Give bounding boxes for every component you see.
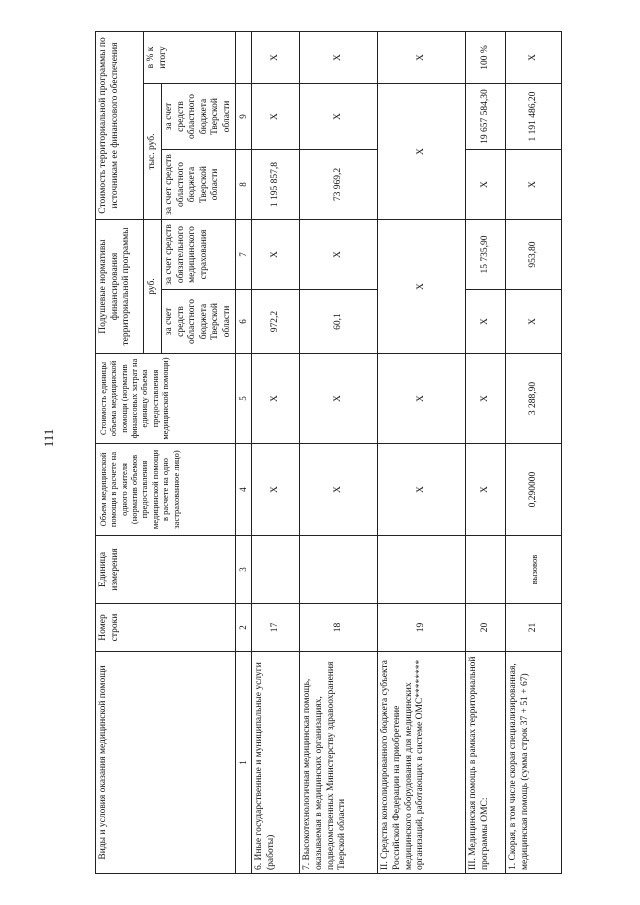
column-number: 5 <box>236 354 252 444</box>
row-label: 1. Скорая, в том числе скорая специализированная, медицинская помощь (сумма строк 37 + 51 + 67) <box>506 652 562 874</box>
row-label: II. Средства консолидированного бюджета субъекта Российской Федерации на приобретение медицинского оборудования для медицинских организаций, работающих в системе ОМС******** <box>378 652 466 874</box>
row-number: 20 <box>466 604 506 652</box>
row-volume: X <box>300 444 378 536</box>
table-container <box>95 32 561 874</box>
row-cost-budget: 73 969,2 <box>300 150 378 220</box>
row-number: 17 <box>252 604 300 652</box>
row-percent: X <box>506 32 562 84</box>
header-row-number: Номер строки <box>96 604 236 652</box>
row-cost-oms: X <box>252 84 300 150</box>
row-cost-budget: 1 195 857,8 <box>252 150 300 220</box>
row-unit-cost: X <box>252 354 300 444</box>
header-unit-cost: Стоимость единицы объема медицинской помощи (норматив финансовых затрат на единицу объема предоставления медицинской помощи) <box>96 354 236 444</box>
header-per-cap-oms: за счет средств обязательного медицинского страхования <box>162 220 236 290</box>
row-volume: X <box>252 444 300 536</box>
header-cost-budget: за счет средств областного бюджета Тверской области <box>162 150 236 220</box>
header-volume: Объем медицинской помощи в расчете на одного жителя (норматив объемов предоставления медицинской помощи в расчете на одно застрахованное лицо) <box>96 444 236 536</box>
table-row <box>506 32 562 874</box>
row-unit-cost: X <box>378 354 466 444</box>
column-number: 8 <box>236 150 252 220</box>
row-label: 7. Высокотехнологичная медицинская помощь, оказываемая в медицинских организациях, подведомственных Министерству здравоохранения Тверской области <box>300 652 378 874</box>
row-unit-cost: X <box>300 354 378 444</box>
row-unit <box>300 536 378 604</box>
row-unit <box>466 536 506 604</box>
header-care-types: Виды и условия оказания медицинской помощи <box>96 652 236 874</box>
row-volume: X <box>466 444 506 536</box>
header-cost-oms: за счет средств областного бюджета Тверской области <box>162 84 236 150</box>
row-label: III. Медицинская помощь в рамках территориальной программы ОМС: <box>466 652 506 874</box>
row-percent: X <box>252 32 300 84</box>
column-numbers-row <box>236 32 252 874</box>
rotated-table-frame <box>95 32 561 874</box>
row-volume: X <box>378 444 466 536</box>
row-label: 6. Иные государственные и муниципальные услуги (работы) <box>252 652 300 874</box>
table-row <box>252 32 300 874</box>
row-unit <box>378 536 466 604</box>
row-unit-cost: X <box>466 354 506 444</box>
column-number: 2 <box>236 604 252 652</box>
column-number: 3 <box>236 536 252 604</box>
row-unit-cost: 3 288,90 <box>506 354 562 444</box>
table-row <box>378 32 466 874</box>
row-percent: X <box>378 32 466 84</box>
row-per-cap-budget: 972,2 <box>252 290 300 354</box>
column-number-empty <box>236 32 252 84</box>
table-row <box>466 32 506 874</box>
header-share-percent: в % к итогу <box>144 32 236 84</box>
row-unit: вызовов <box>506 536 562 604</box>
row-cost-oms: 1 191 486,20 <box>506 84 562 150</box>
table-row <box>300 32 378 874</box>
row-per-cap-oms: X <box>300 220 378 290</box>
financing-table <box>95 31 562 874</box>
header-unit-rub: руб. <box>144 220 162 354</box>
row-number: 21 <box>506 604 562 652</box>
column-number: 7 <box>236 220 252 290</box>
row-number: 19 <box>378 604 466 652</box>
header-per-cap-budget: за счет средств областного бюджета Тверской области <box>162 290 236 354</box>
row-per-cap-oms: 953,80 <box>506 220 562 290</box>
column-number: 1 <box>236 652 252 874</box>
row-per-cap-merged: X <box>378 220 466 354</box>
row-cost-merged: X <box>378 84 466 220</box>
row-percent: X <box>300 32 378 84</box>
row-per-cap-oms: 15 735,90 <box>466 220 506 290</box>
row-per-cap-budget: X <box>466 290 506 354</box>
row-volume: 0,290000 <box>506 444 562 536</box>
row-unit <box>252 536 300 604</box>
column-number: 9 <box>236 84 252 150</box>
column-number: 4 <box>236 444 252 536</box>
header-per-capita-norms: Подушевые нормативы финансирования территориальной программы <box>96 220 144 354</box>
row-cost-oms: 19 657 584,30 <box>466 84 506 150</box>
page-number: 111 <box>41 428 56 448</box>
row-per-cap-budget: X <box>506 290 562 354</box>
header-unit: Единица измерения <box>96 536 236 604</box>
row-percent: 100 % <box>466 32 506 84</box>
header-row-1 <box>96 32 144 874</box>
row-cost-budget: X <box>506 150 562 220</box>
row-per-cap-oms: X <box>252 220 300 290</box>
row-cost-oms: X <box>300 84 378 150</box>
row-number: 18 <box>300 604 378 652</box>
header-unit-thous-rub: тыс. руб. <box>144 84 162 220</box>
header-program-cost: Стоимость территориальной программы по источникам ее финансового обеспечения <box>96 32 144 220</box>
row-cost-budget: X <box>466 150 506 220</box>
row-per-cap-budget: 60,1 <box>300 290 378 354</box>
column-number: 6 <box>236 290 252 354</box>
